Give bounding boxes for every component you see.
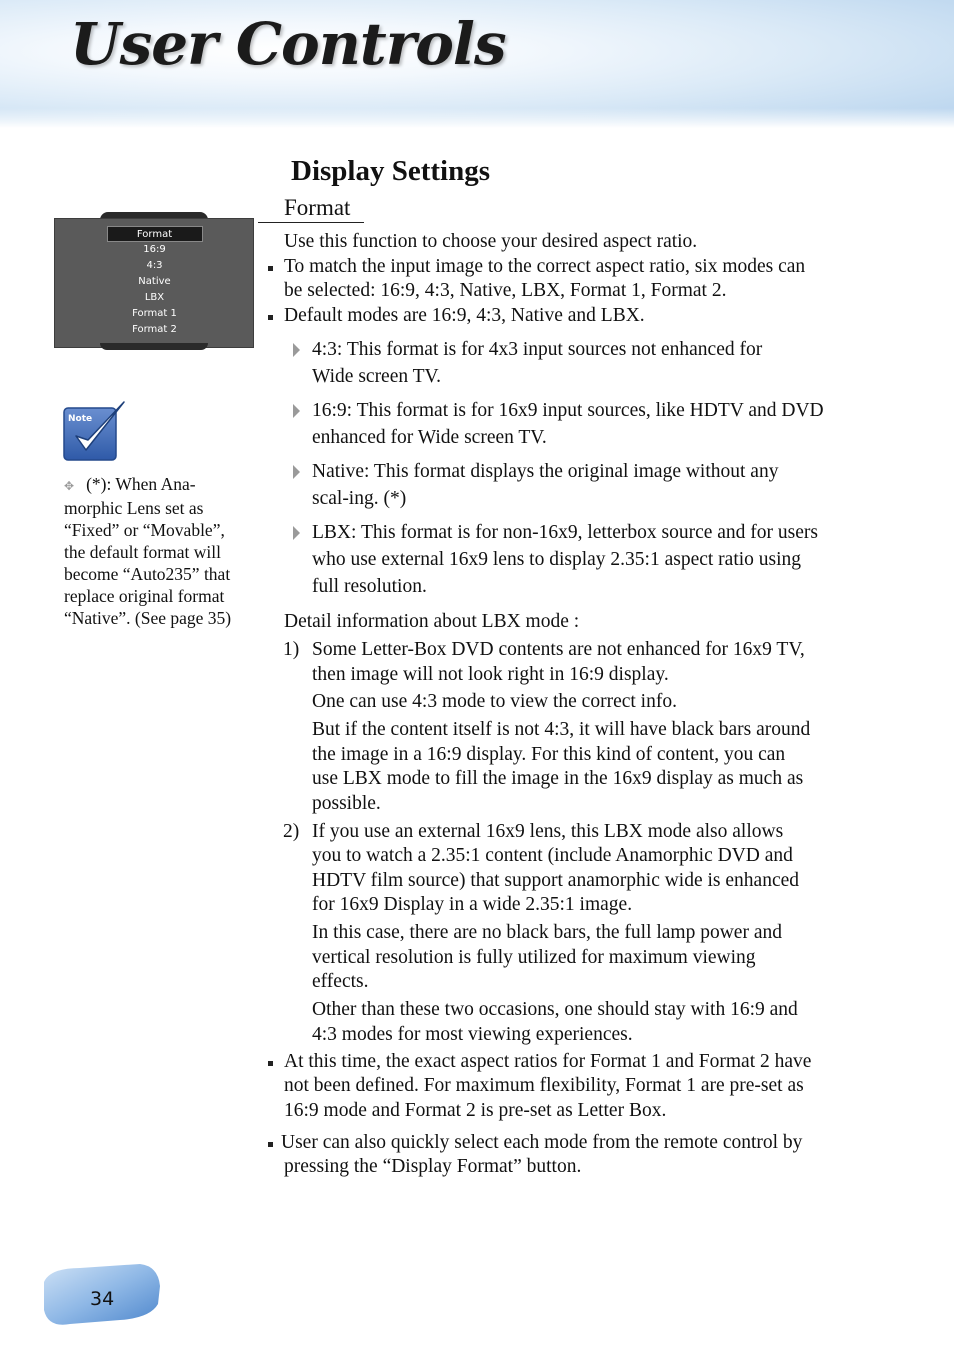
osd-menu-item-lbx: LBX	[144, 292, 165, 303]
bullet-4-line: User can also quickly select each mode from the remote control by	[281, 1132, 803, 1153]
osd-menu-item-4-3: 4:3	[146, 260, 163, 271]
note-line: morphic Lens set as	[64, 498, 204, 518]
sub-item-line: 16:9: This format is for 16x9 input sources, like HDTV and DVD	[312, 400, 824, 421]
square-bullet-icon	[268, 266, 273, 271]
bullet-3-line: At this time, the exact aspect ratios for Format 1 and Format 2 have	[284, 1051, 812, 1072]
bullet-4-line: pressing the “Display Format” button.	[284, 1156, 582, 1177]
note-line: become “Auto235” that	[64, 564, 231, 584]
numbered-line: the image in a 16:9 display. For this kind of content, you can	[312, 744, 786, 765]
section-title: Display Settings	[291, 155, 491, 187]
page-header-title: User Controls	[70, 10, 506, 78]
numbered-line: 4:3 modes for most viewing experiences.	[312, 1024, 633, 1045]
numbered-line: But if the content itself is not 4:3, it will have black bars around	[312, 719, 811, 740]
diamond-bullet-icon: ✥	[64, 479, 75, 493]
numbered-line: possible.	[312, 793, 381, 814]
sub-item-line: enhanced for Wide screen TV.	[312, 427, 547, 448]
note-line: the default format will	[64, 542, 221, 562]
numbered-line: Some Letter-Box DVD contents are not enhanced for 16x9 TV,	[312, 639, 805, 660]
numbered-line: Other than these two occasions, one should stay with 16:9 and	[312, 999, 798, 1020]
numbered-line: then image will not look right in 16:9 display.	[312, 664, 669, 685]
bullet-2-text: Default modes are 16:9, 4:3, Native and LBX.	[284, 305, 645, 326]
note-line: “Fixed” or “Movable”,	[64, 520, 225, 540]
triangle-bullet-icon	[293, 404, 300, 418]
numbered-line: vertical resolution is fully utilized for maximum viewing	[312, 947, 756, 968]
numbered-line: effects.	[312, 971, 369, 992]
osd-format-menu	[54, 212, 254, 350]
sub-item-line: Native: This format displays the original image without any	[312, 461, 779, 482]
note-checkmark-icon	[62, 400, 128, 462]
format-subheading: Format	[258, 194, 364, 223]
intro-text: Use this function to choose your desired aspect ratio.	[284, 231, 698, 252]
osd-bottom-tab	[100, 343, 208, 350]
sidebar-note	[64, 473, 258, 629]
sub-item-line: 4:3: This format is for 4x3 input sources not enhanced for	[312, 339, 763, 360]
sub-item-line: LBX: This format is for non-16x9, letterbox source and for users	[312, 522, 818, 543]
note-line: replace original format	[64, 586, 225, 606]
numbered-line: One can use 4:3 mode to view the correct info.	[312, 691, 677, 712]
sub-item-line: full resolution.	[312, 576, 427, 597]
numbered-line: HDTV film source) that support anamorphic wide is enhanced	[312, 870, 800, 891]
note-icon-label: Note	[68, 414, 93, 424]
bullet-1-line: be selected: 16:9, 4:3, Native, LBX, Format 1, Format 2.	[284, 280, 727, 301]
triangle-bullet-icon	[293, 526, 300, 540]
osd-menu-item-format-2: Format 2	[132, 324, 177, 335]
square-bullet-icon	[268, 1142, 273, 1147]
sub-item-line: Wide screen TV.	[312, 366, 441, 387]
detail-heading: Detail information about LBX mode :	[284, 611, 580, 632]
bullet-1-line: To match the input image to the correct aspect ratio, six modes can	[284, 256, 806, 277]
osd-menu-item-16-9: 16:9	[143, 244, 166, 255]
numbered-line: If you use an external 16x9 lens, this LBX mode also allows	[312, 821, 784, 842]
sub-item-line: who use external 16x9 lens to display 2.35:1 aspect ratio using	[312, 549, 802, 570]
sub-item-line: scal-ing. (*)	[312, 488, 407, 509]
square-bullet-icon	[268, 1061, 273, 1066]
triangle-bullet-icon	[293, 465, 300, 479]
osd-menu-item-native: Native	[138, 276, 171, 287]
osd-menu-item-format: Format	[107, 226, 203, 242]
bullet-3-line: 16:9 mode and Format 2 is pre-set as Letter Box.	[284, 1100, 667, 1121]
triangle-bullet-icon	[293, 343, 300, 357]
numbered-line: you to watch a 2.35:1 content (include Anamorphic DVD and	[312, 845, 793, 866]
osd-menu-item-format-1: Format 1	[132, 308, 177, 319]
numbered-marker: 1)	[283, 639, 300, 660]
square-bullet-icon	[268, 315, 273, 320]
note-line: ✥ (*): When Ana-	[64, 474, 196, 494]
numbered-line: for 16x9 Display in a wide 2.35:1 image.	[312, 894, 633, 915]
page-number: 34	[90, 1288, 115, 1310]
numbered-line: use LBX mode to fill the image in the 16x9 display as much as	[312, 768, 804, 789]
osd-menu-list	[106, 226, 203, 338]
numbered-line: In this case, there are no black bars, the full lamp power and	[312, 922, 782, 943]
numbered-marker: 2)	[283, 821, 300, 842]
note-line: “Native”. (See page 35)	[64, 608, 232, 628]
bullet-3-line: not been defined. For maximum flexibility, Format 1 are pre-set as	[284, 1075, 804, 1096]
